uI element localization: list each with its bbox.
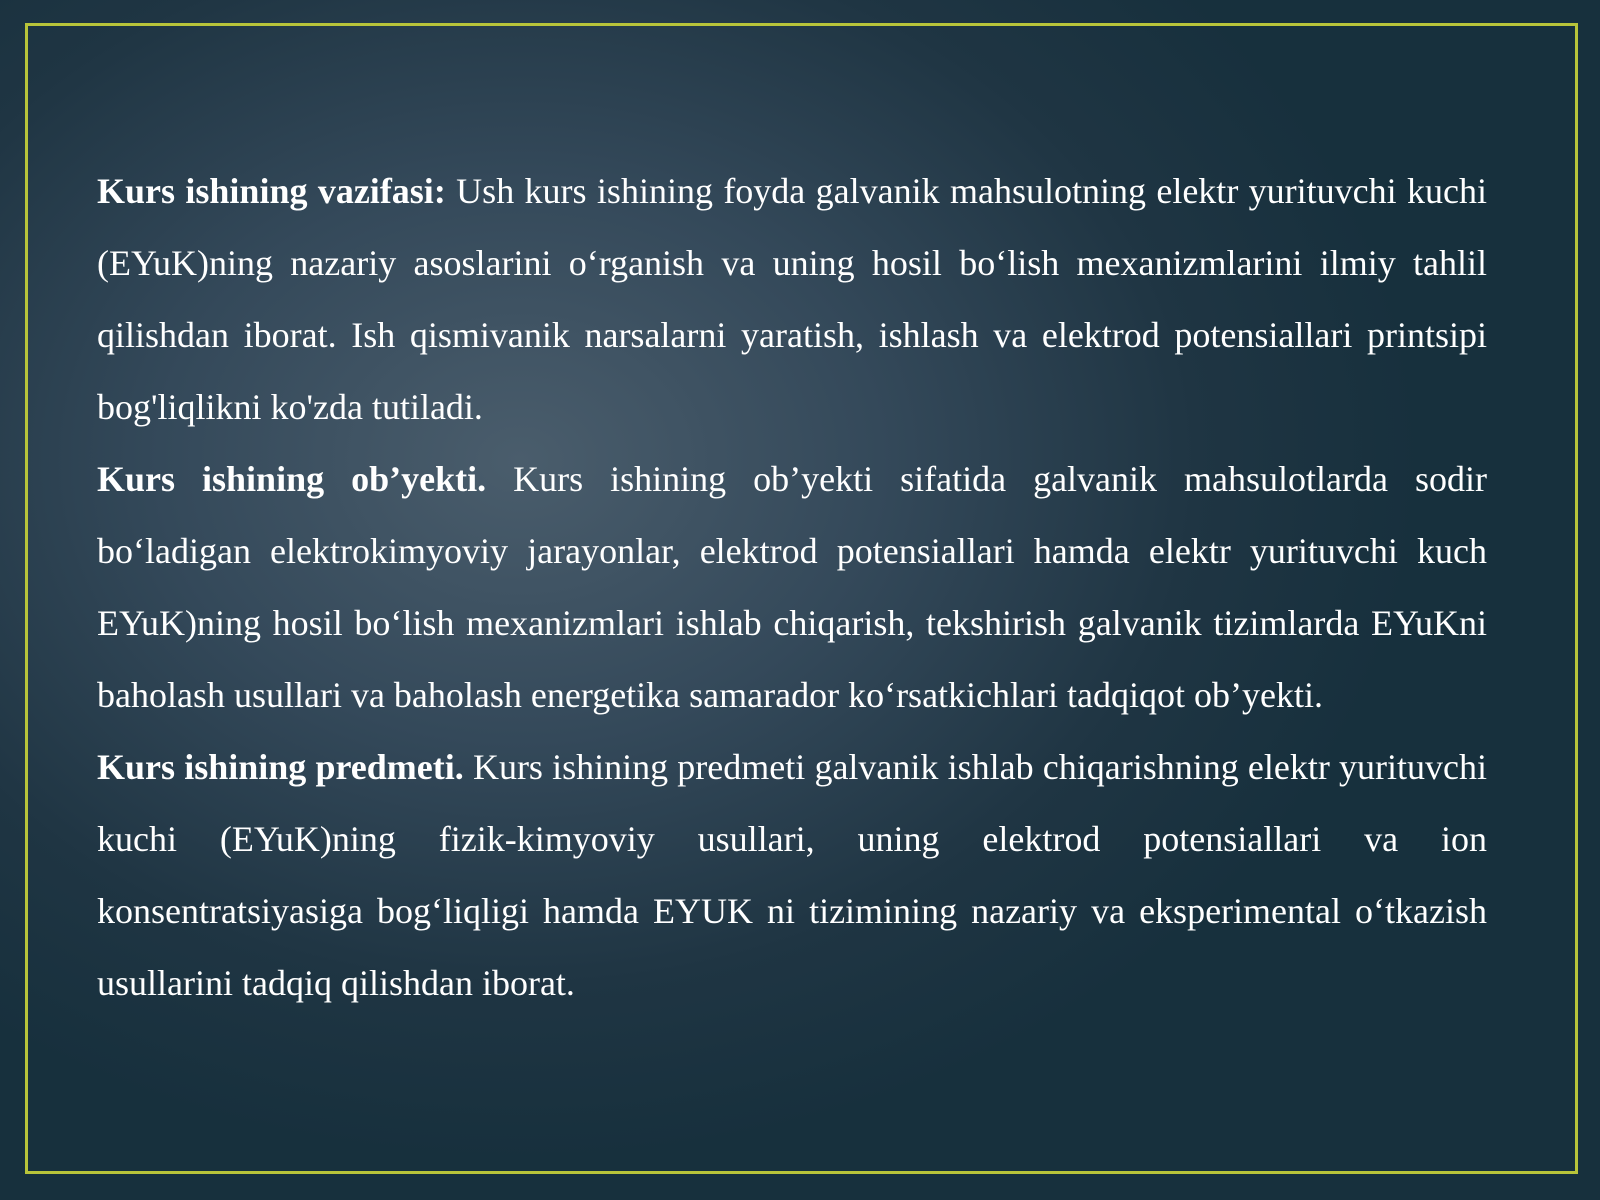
paragraph-vazifasi — [97, 155, 1487, 443]
paragraph-heading: Kurs ishining predmeti. — [97, 747, 464, 787]
paragraph-text: Kurs ishining predmeti galvanik ishlab chiqarishning elektr yurituvchi kuchi (EYuK)ning fizik-kimyoviy usullari, uning elektrod potensiallari va ion konsentratsiyasiga bog‘liqligi hamda EYUK ni tizimining nazariy va eksperimental o‘tkazish usullarini tadqiq qilishdan iborat. — [97, 747, 1487, 1003]
paragraph-text: Ush kurs ishining foyda galvanik mahsulotning elektr yurituvchi kuchi (EYuK)ning nazariy asoslarini o‘rganish va uning hosil bo‘lish mexanizmlarini ilmiy tahlil qilishdan iborat. Ish qismivanik narsalarni yaratish, ishlash va elektrod potensiallari printsipi bog'liqlikni ko'zda tutiladi. — [97, 171, 1487, 427]
paragraph-text: Kurs ishining ob’yekti sifatida galvanik mahsulotlarda sodir bo‘ladigan elektrokimyoviy jarayonlar, elektrod potensiallari hamda elektr yurituvchi kuch EYuK)ning hosil bo‘lish mexanizmlari ishlab chiqarish, tekshirish galvanik tizimlarda EYuKni baholash usullari va baholash energetika samarador ko‘rsatkichlari tadqiqot ob’yekti. — [97, 459, 1487, 715]
slide-body — [97, 155, 1487, 1019]
paragraph-heading: Kurs ishining ob’yekti. — [97, 459, 487, 499]
paragraph-predmeti — [97, 731, 1487, 1019]
paragraph-obyekti — [97, 443, 1487, 731]
paragraph-heading: Kurs ishining vazifasi: — [97, 171, 446, 211]
